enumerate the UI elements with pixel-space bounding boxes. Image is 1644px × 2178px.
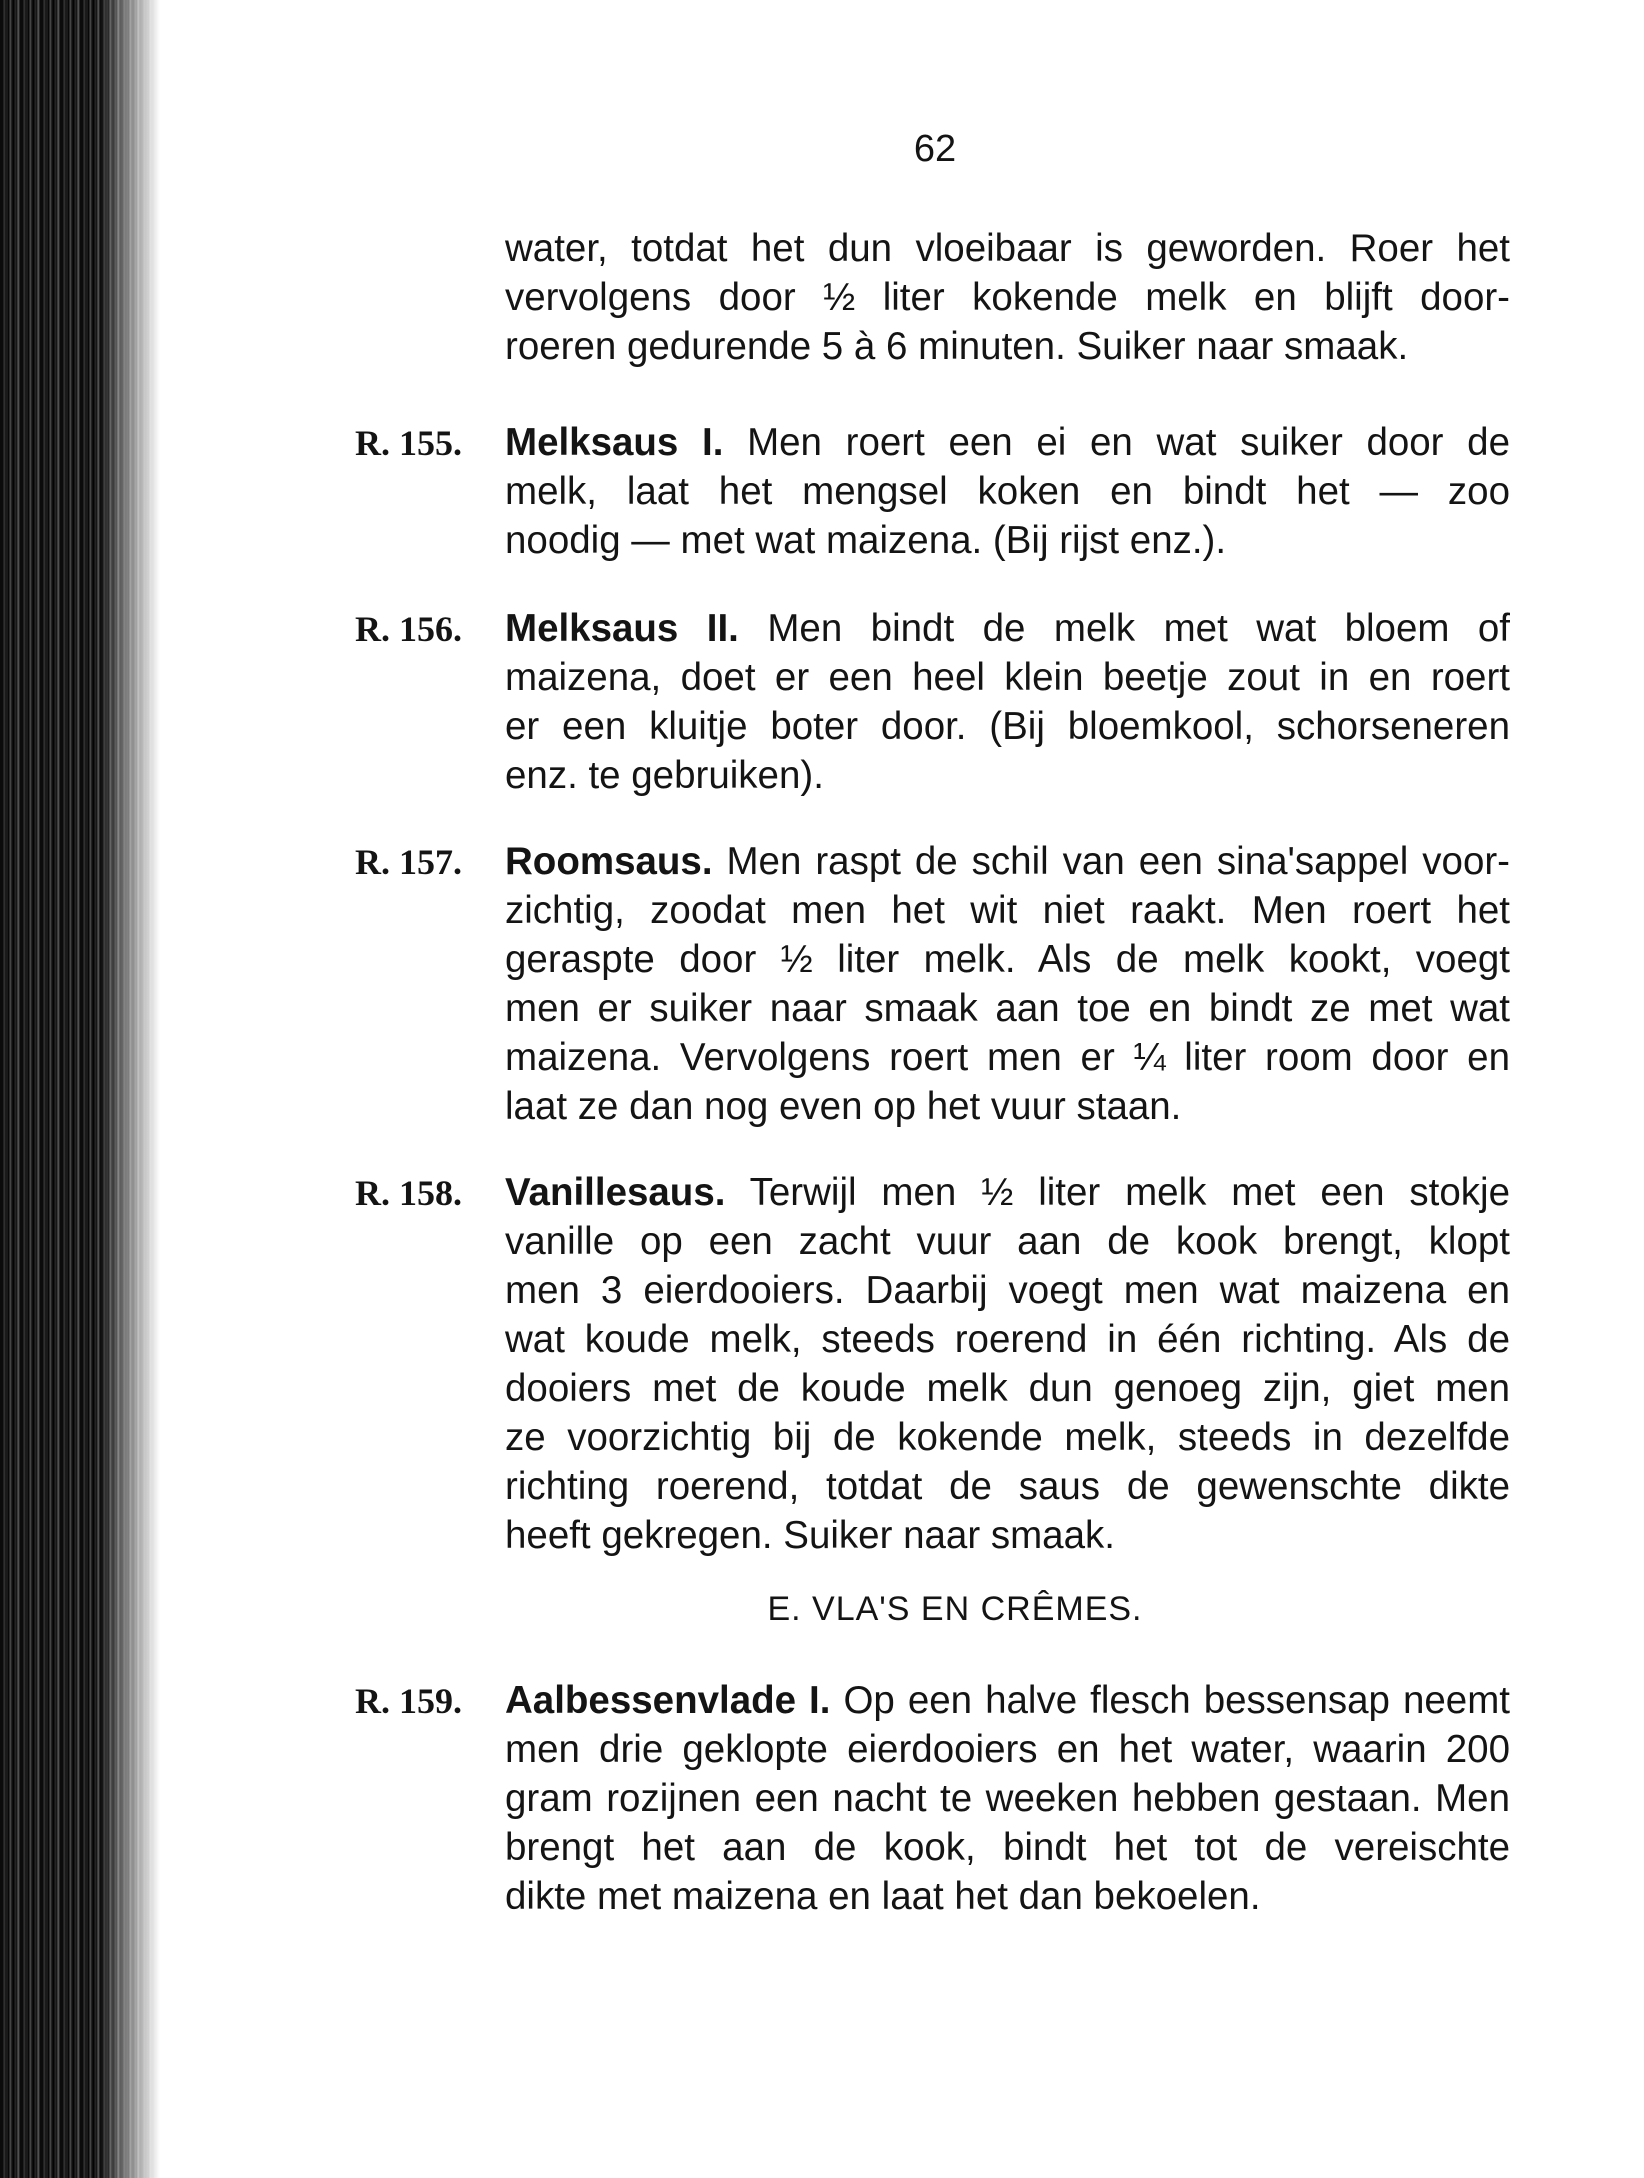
recipe-title: Melksaus I. xyxy=(505,421,724,464)
recipe-number: R. 157. xyxy=(355,842,462,882)
recipe-line: vanille op een zacht vuur aan de kook brengt, klopt xyxy=(505,1220,1510,1263)
recipe-line: zichtig, zoodat men het wit niet raakt. Men roert het xyxy=(505,889,1510,932)
recipe-line: men 3 eierdooiers. Daarbij voegt men wat maizena en xyxy=(505,1269,1510,1312)
recipe-line: dikte met maizena en laat het dan bekoelen. xyxy=(505,1875,1261,1918)
recipe-line: brengt het aan de kook, bindt het tot de vereischte xyxy=(505,1826,1510,1869)
page-number: 62 xyxy=(913,128,957,170)
recipe-line: enz. te gebruiken). xyxy=(505,754,824,797)
book-spine-gutter xyxy=(0,0,160,2178)
recipe-line: maizena, doet er een heel klein beetje zout in en roert xyxy=(505,656,1510,699)
recipe-line xyxy=(505,604,1510,654)
recipe-title: Melksaus II. xyxy=(505,607,739,650)
recipe-line: ze voorzichtig bij de kokende melk, steeds in dezelfde xyxy=(505,1416,1510,1459)
recipe-line: gram rozijnen een nacht te weeken hebben gestaan. Men xyxy=(505,1777,1510,1820)
recipe-line: geraspte door ½ liter melk. Als de melk kookt, voegt xyxy=(505,938,1510,981)
recipe-number: R. 156. xyxy=(355,609,462,649)
recipe-line: melk, laat het mengsel koken en bindt het — zoo xyxy=(505,470,1510,513)
recipe-number: R. 158. xyxy=(355,1173,462,1213)
recipe-line xyxy=(505,418,1510,468)
recipe-line: laat ze dan nog even op het vuur staan. xyxy=(505,1085,1182,1128)
recipe-line: men er suiker naar smaak aan toe en bindt ze met wat xyxy=(505,987,1510,1030)
intro-line: vervolgens door ½ liter kokende melk en blijft door- xyxy=(505,276,1510,319)
recipe-text: Men roert een ei en wat suiker door de xyxy=(723,421,1510,464)
recipe-line: maizena. Vervolgens roert men er ¼ liter room door en xyxy=(505,1036,1510,1079)
recipe-text: Men raspt de schil van een sina'sappel voor- xyxy=(712,840,1510,883)
recipe-line: heeft gekregen. Suiker naar smaak. xyxy=(505,1514,1115,1557)
recipe-text: Terwijl men ½ liter melk met een stokje xyxy=(725,1171,1510,1214)
recipe-line: men drie geklopte eierdooiers en het water, waarin 200 xyxy=(505,1728,1510,1771)
recipe-line xyxy=(505,837,1510,887)
intro-line: roeren gedurende 5 à 6 minuten. Suiker naar smaak. xyxy=(505,325,1409,368)
recipe-title: Aalbessenvlade I. xyxy=(505,1679,831,1722)
recipe-title: Vanillesaus. xyxy=(505,1171,726,1214)
recipe-line: er een kluitje boter door. (Bij bloemkool, schorseneren xyxy=(505,705,1510,748)
recipe-number: R. 159. xyxy=(355,1681,462,1721)
recipe-title: Roomsaus. xyxy=(505,840,713,883)
recipe-line: dooiers met de koude melk dun genoeg zijn, giet men xyxy=(505,1367,1510,1410)
recipe-line: wat koude melk, steeds roerend in één richting. Als de xyxy=(505,1318,1510,1361)
recipe-line xyxy=(505,1168,1510,1218)
recipe-text: Op een halve flesch bessensap neemt xyxy=(830,1679,1510,1722)
recipe-line: noodig — met wat maizena. (Bij rijst enz.). xyxy=(505,519,1227,562)
recipe-line: richting roerend, totdat de saus de gewenschte dikte xyxy=(505,1465,1510,1508)
recipe-number: R. 155. xyxy=(355,423,462,463)
recipe-text: Men bindt de melk met wat bloem of xyxy=(738,607,1510,650)
recipe-line xyxy=(505,1676,1510,1726)
intro-line: water, totdat het dun vloeibaar is geworden. Roer het xyxy=(505,227,1510,270)
section-heading: E. VLA'S EN CRÊMES. xyxy=(767,1590,1143,1628)
